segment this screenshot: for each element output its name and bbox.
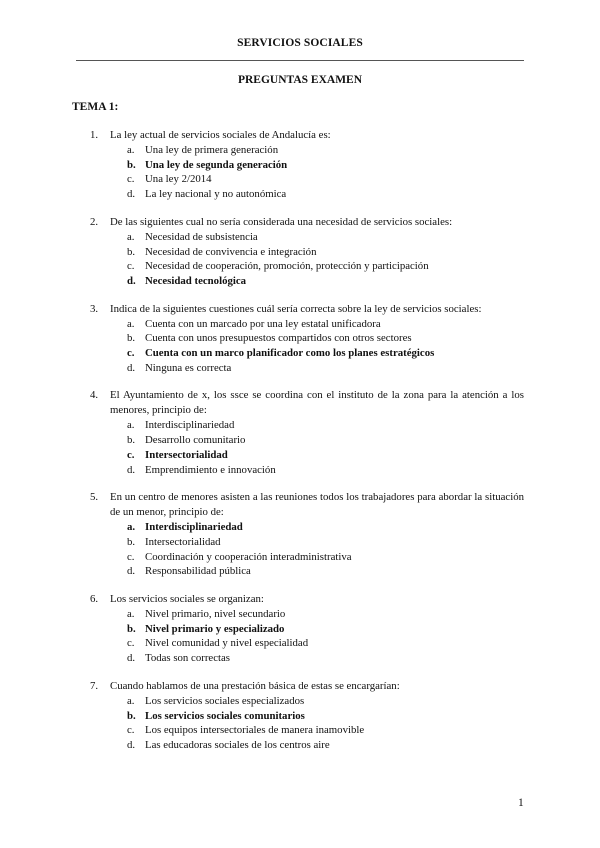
question-number: 6. xyxy=(90,593,99,606)
option-letter: c. xyxy=(127,173,135,186)
answer-option xyxy=(0,738,600,753)
option-letter: c. xyxy=(127,724,135,737)
option-letter: b. xyxy=(127,709,136,722)
header-title: SERVICIOS SOCIALES xyxy=(237,37,363,49)
option-letter: b. xyxy=(127,434,136,447)
answer-option xyxy=(0,143,600,158)
option-text: Nivel comunidad y nivel especialidad xyxy=(145,637,309,650)
question-number: 2. xyxy=(90,215,99,228)
question-number: 7. xyxy=(90,679,99,692)
question-text xyxy=(0,388,600,418)
option-letter: b. xyxy=(127,535,136,548)
question-item xyxy=(0,592,600,666)
question-text xyxy=(0,490,600,520)
answer-option xyxy=(0,550,600,565)
answer-option-correct xyxy=(0,520,600,535)
option-text: La ley nacional y no autonómica xyxy=(145,188,287,201)
option-letter: a. xyxy=(127,694,135,707)
option-text: Una ley de primera generación xyxy=(145,144,279,156)
answer-option xyxy=(0,245,600,260)
option-text: Necesidad de subsistencia xyxy=(145,230,258,243)
option-letter: d. xyxy=(127,652,136,665)
question-number: 5. xyxy=(90,491,99,504)
option-letter: c. xyxy=(127,550,135,563)
option-text: Interdisciplinariedad xyxy=(145,419,235,432)
question-text xyxy=(0,302,600,317)
option-text: Nivel primario, nivel secundario xyxy=(145,608,286,621)
option-text: Las educadoras sociales de los centros aire xyxy=(145,738,330,751)
option-text: Cuenta con un marco planificador como los planes estratégicos xyxy=(145,347,435,360)
question-statement: Cuando hablamos de una prestación básica de estas se encargarían: xyxy=(110,679,400,692)
option-text: Los equipos intersectoriales de manera inamovible xyxy=(145,724,365,737)
option-letter: d. xyxy=(127,463,136,476)
option-letter: d. xyxy=(127,274,136,287)
option-letter: a. xyxy=(127,608,135,621)
option-letter: b. xyxy=(127,158,136,171)
answer-option xyxy=(0,317,600,332)
option-text: Emprendimiento e innovación xyxy=(145,463,276,476)
question-number: 4. xyxy=(90,389,99,402)
option-letter: d. xyxy=(127,738,136,751)
option-text: Una ley 2/2014 xyxy=(145,173,212,186)
option-text: Cuenta con un marcado por una ley estatal unificadora xyxy=(145,317,381,330)
question-statement: La ley actual de servicios sociales de Andalucía es: xyxy=(110,129,331,141)
option-text: Los servicios sociales comunitarios xyxy=(145,709,305,722)
answer-option-correct xyxy=(0,274,600,289)
option-letter: c. xyxy=(127,448,135,461)
option-text: Necesidad tecnológica xyxy=(145,274,247,287)
question-number: 3. xyxy=(90,302,99,315)
answer-option xyxy=(0,187,600,202)
answer-option-correct xyxy=(0,622,600,637)
question-list xyxy=(0,128,600,766)
answer-option-correct xyxy=(0,709,600,724)
option-text: Necesidad de convivencia e integración xyxy=(145,245,317,258)
question-statement: El Ayuntamiento de x, los ssce se coordina con el instituto de la zona para la atención a los menores, principio de: xyxy=(110,389,524,417)
question-item xyxy=(0,215,600,289)
option-text: Necesidad de cooperación, promoción, protección y participación xyxy=(145,260,429,273)
question-text xyxy=(0,128,600,143)
option-letter: a. xyxy=(127,317,135,330)
option-text: Intersectorialidad xyxy=(145,535,221,548)
question-item xyxy=(0,388,600,477)
question-item xyxy=(0,490,600,579)
question-text xyxy=(0,679,600,694)
question-item xyxy=(0,128,600,202)
option-text: Nivel primario y especializado xyxy=(145,622,285,635)
option-letter: b. xyxy=(127,332,136,345)
question-statement: En un centro de menores asisten a las reuniones todos los trabajadores para abordar la situación de un menor, principio de: xyxy=(110,491,524,519)
answer-option xyxy=(0,723,600,738)
option-text: Una ley de segunda generación xyxy=(145,158,288,171)
question-statement: Los servicios sociales se organizan: xyxy=(110,593,264,606)
answer-option xyxy=(0,361,600,376)
question-item xyxy=(0,679,600,753)
option-text: Desarrollo comunitario xyxy=(145,434,246,447)
option-letter: a. xyxy=(127,419,135,432)
answer-option xyxy=(0,433,600,448)
option-text: Coordinación y cooperación interadministrativa xyxy=(145,550,352,563)
option-letter: a. xyxy=(127,521,136,534)
option-letter: c. xyxy=(127,260,135,273)
answer-option xyxy=(0,259,600,274)
option-text: Cuenta con unos presupuestos compartidos con otros sectores xyxy=(145,332,412,345)
answer-option xyxy=(0,172,600,187)
option-text: Intersectorialidad xyxy=(145,448,228,461)
option-letter: b. xyxy=(127,622,136,635)
option-text: Ninguna es correcta xyxy=(145,361,232,374)
answer-option xyxy=(0,535,600,550)
header-divider xyxy=(76,60,524,61)
answer-option-correct xyxy=(0,346,600,361)
page-number: 1 xyxy=(518,797,524,809)
option-letter: c. xyxy=(127,637,135,650)
option-letter: d. xyxy=(127,565,136,578)
option-text: Todas son correctas xyxy=(145,652,230,665)
option-letter: d. xyxy=(127,188,136,201)
option-letter: c. xyxy=(127,347,135,360)
answer-option xyxy=(0,230,600,245)
question-statement: Indica de la siguientes cuestiones cuál sería correcta sobre la ley de servicios sociales: xyxy=(110,302,482,315)
answer-option xyxy=(0,418,600,433)
answer-option xyxy=(0,564,600,579)
option-text: Responsabilidad pública xyxy=(145,565,251,578)
answer-option xyxy=(0,607,600,622)
question-item xyxy=(0,302,600,376)
answer-option xyxy=(0,694,600,709)
answer-option xyxy=(0,651,600,666)
option-letter: d. xyxy=(127,361,136,374)
answer-option-correct xyxy=(0,448,600,463)
option-text: Los servicios sociales especializados xyxy=(145,694,305,707)
question-number: 1. xyxy=(90,129,99,141)
option-letter: b. xyxy=(127,245,136,258)
section-title: TEMA 1: xyxy=(72,101,119,113)
document-subtitle: PREGUNTAS EXAMEN xyxy=(237,74,363,86)
question-statement: De las siguientes cual no sería considerada una necesidad de servicios sociales: xyxy=(110,215,453,228)
option-letter: a. xyxy=(127,230,135,243)
option-text: Interdisciplinariedad xyxy=(145,521,243,534)
answer-option xyxy=(0,636,600,651)
question-text xyxy=(0,592,600,607)
answer-option-correct xyxy=(0,158,600,173)
answer-option xyxy=(0,331,600,346)
option-letter: a. xyxy=(127,144,135,156)
question-text xyxy=(0,215,600,230)
answer-option xyxy=(0,463,600,478)
